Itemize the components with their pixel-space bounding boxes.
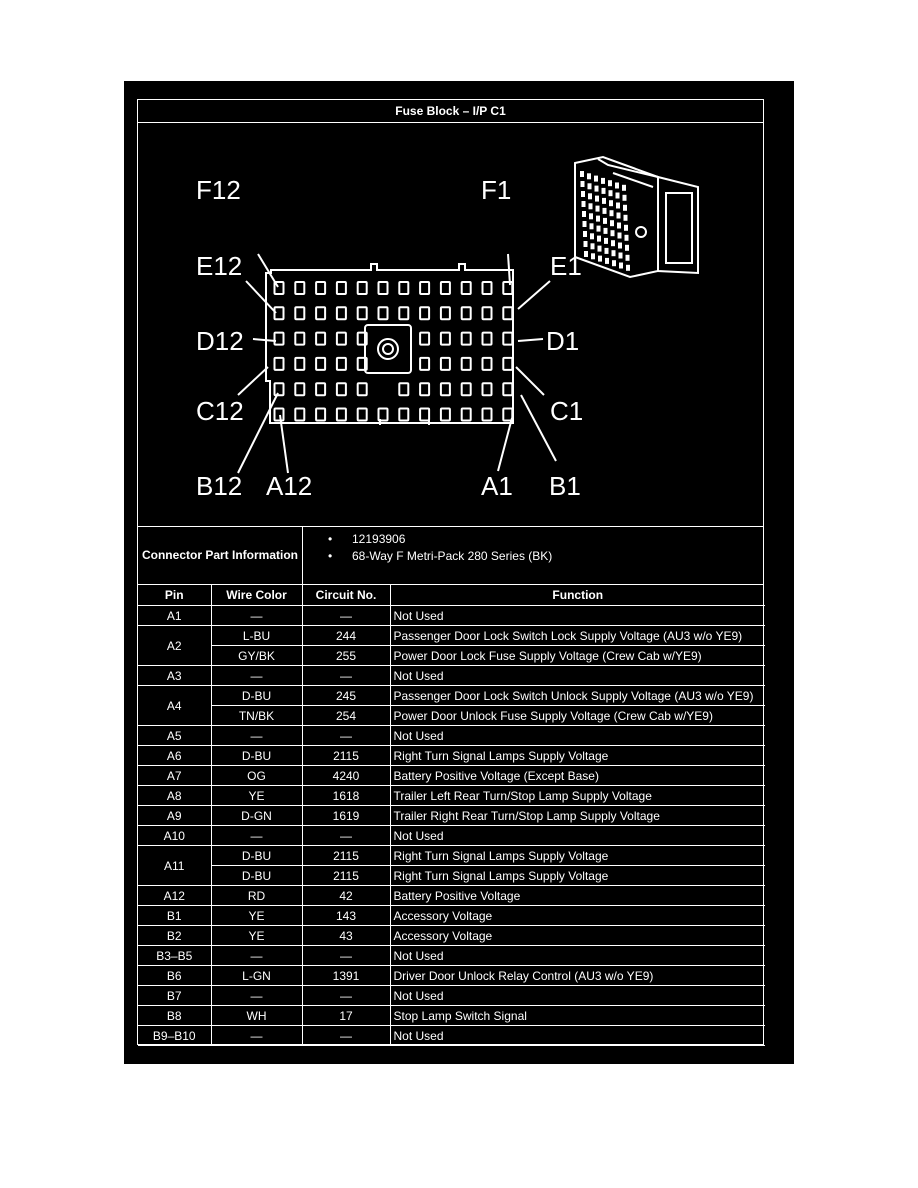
table-row — [138, 806, 765, 826]
connector-cavity — [503, 333, 512, 345]
isometric-cavity — [623, 195, 627, 201]
connector-cavity — [275, 358, 284, 370]
connector-cavity — [275, 409, 284, 421]
connector-cavity — [295, 409, 304, 421]
isometric-cavity — [625, 245, 629, 251]
isometric-cavity — [603, 208, 607, 214]
circuit-cell: 254 — [302, 706, 390, 726]
connector-cavity — [399, 409, 408, 421]
connector-cavity — [483, 282, 492, 294]
isometric-cavity — [605, 258, 609, 264]
connector-info-list — [328, 531, 552, 565]
table-row — [138, 886, 765, 906]
function-cell: Not Used — [390, 666, 765, 686]
table-row — [138, 666, 765, 686]
pin-cell: A10 — [138, 826, 211, 846]
pin-cell: A8 — [138, 786, 211, 806]
circuit-cell: — — [302, 726, 390, 746]
isometric-cavity — [596, 206, 600, 212]
isometric-cavity — [594, 176, 598, 182]
wire-color-cell: — — [211, 946, 302, 966]
label-b12: B12 — [196, 471, 243, 501]
isometric-cavity — [604, 228, 608, 234]
isometric-cavity — [622, 185, 626, 191]
table-row — [138, 846, 765, 866]
isometric-cavity — [583, 221, 587, 227]
connector-cavity — [420, 333, 429, 345]
isometric-cavity — [616, 203, 620, 209]
table-row — [138, 646, 765, 666]
isometric-cavity — [604, 238, 608, 244]
function-cell: Trailer Right Rear Turn/Stop Lamp Supply Voltage — [390, 806, 765, 826]
function-cell: Passenger Door Lock Switch Lock Supply Voltage (AU3 w/o YE9) — [390, 626, 765, 646]
wire-color-cell: YE — [211, 906, 302, 926]
label-a1: A1 — [481, 471, 513, 501]
table-row — [138, 866, 765, 886]
function-cell: Power Door Lock Fuse Supply Voltage (Crew Cab w/YE9) — [390, 646, 765, 666]
connector-cavity — [441, 409, 450, 421]
isometric-cavity — [588, 183, 592, 189]
isometric-cavity — [616, 193, 620, 199]
isometric-cavity — [623, 205, 627, 211]
isometric-cavity — [624, 225, 628, 231]
isometric-cavity — [587, 173, 591, 179]
circuit-cell: 17 — [302, 1006, 390, 1026]
connector-cavity — [399, 282, 408, 294]
wire-color-cell: GY/BK — [211, 646, 302, 666]
function-cell: Battery Positive Voltage — [390, 886, 765, 906]
label-c12: C12 — [196, 396, 244, 426]
circuit-cell: 2115 — [302, 866, 390, 886]
pin-cell: A9 — [138, 806, 211, 826]
wire-color-cell: D-BU — [211, 686, 302, 706]
connector-cavity — [295, 282, 304, 294]
isometric-cavity — [598, 256, 602, 262]
function-cell: Not Used — [390, 826, 765, 846]
pin-table — [138, 585, 765, 1046]
connector-part-information — [138, 527, 763, 585]
connector-cavity — [462, 307, 471, 319]
isometric-cavity — [602, 188, 606, 194]
isometric-cavity — [595, 196, 599, 202]
isometric-cavity — [584, 251, 588, 257]
isometric-cavity — [608, 180, 612, 186]
function-cell: Not Used — [390, 986, 765, 1006]
wire-color-cell: OG — [211, 766, 302, 786]
pin-cell: B6 — [138, 966, 211, 986]
connector-cavity — [462, 383, 471, 395]
isometric-cavity — [626, 255, 630, 261]
label-f1: F1 — [481, 175, 512, 205]
isometric-cavity — [618, 243, 622, 249]
connector-cavity — [483, 307, 492, 319]
pin-cell: A4 — [138, 686, 211, 726]
connector-cavity — [462, 333, 471, 345]
function-cell: Right Turn Signal Lamps Supply Voltage — [390, 866, 765, 886]
connector-cavity — [483, 358, 492, 370]
isometric-cavity — [611, 240, 615, 246]
connector-cavity — [337, 409, 346, 421]
isometric-cavity — [595, 186, 599, 192]
wire-color-cell: D-BU — [211, 866, 302, 886]
connector-cavity — [441, 282, 450, 294]
connector-face-drawing — [138, 123, 765, 526]
part-number: • 12193906 — [328, 531, 552, 548]
function-cell: Not Used — [390, 606, 765, 626]
table-row — [138, 926, 765, 946]
table-row — [138, 786, 765, 806]
connector-cavity — [316, 307, 325, 319]
connector-cavity — [420, 383, 429, 395]
table-row — [138, 906, 765, 926]
isometric-cavity — [602, 198, 606, 204]
function-cell: Not Used — [390, 1026, 765, 1046]
isometric-cavity — [619, 263, 623, 269]
connector-cavity — [295, 358, 304, 370]
connector-cavity — [399, 307, 408, 319]
label-c1: C1 — [550, 396, 584, 426]
connector-cavity — [379, 307, 388, 319]
connector-diagram — [138, 123, 763, 527]
connector-cavity — [337, 307, 346, 319]
label-e12: E12 — [196, 251, 243, 281]
circuit-cell: — — [302, 666, 390, 686]
pin-leader-lines — [238, 254, 556, 473]
circuit-cell: 2115 — [302, 846, 390, 866]
connector-cavity — [295, 333, 304, 345]
pin-cell: A12 — [138, 886, 211, 906]
label-a12: A12 — [266, 471, 313, 501]
pin-cell: A6 — [138, 746, 211, 766]
connector-cavity — [483, 333, 492, 345]
pin-cell: A7 — [138, 766, 211, 786]
isometric-cavity — [615, 183, 619, 189]
connector-cavity — [379, 282, 388, 294]
wire-color-cell: L-BU — [211, 626, 302, 646]
connector-cavity — [358, 383, 367, 395]
connector-cavity — [503, 282, 512, 294]
function-cell: Accessory Voltage — [390, 906, 765, 926]
circuit-cell: 245 — [302, 686, 390, 706]
header-pin: Pin — [138, 585, 211, 606]
table-row — [138, 966, 765, 986]
circuit-cell: — — [302, 606, 390, 626]
table-row — [138, 946, 765, 966]
isometric-cavity — [601, 178, 605, 184]
table-row — [138, 986, 765, 1006]
function-cell: Power Door Unlock Fuse Supply Voltage (Crew Cab w/YE9) — [390, 706, 765, 726]
connector-cavity — [275, 307, 284, 319]
circuit-cell: 1618 — [302, 786, 390, 806]
connector-type: • 68-Way F Metri-Pack 280 Series (BK) — [328, 548, 552, 565]
wire-color-cell: YE — [211, 786, 302, 806]
table-row — [138, 766, 765, 786]
circuit-cell: 42 — [302, 886, 390, 906]
connector-cavity — [358, 409, 367, 421]
connector-cavity — [503, 358, 512, 370]
wire-color-cell: WH — [211, 1006, 302, 1026]
isometric-cavity — [612, 260, 616, 266]
circuit-cell: 244 — [302, 626, 390, 646]
function-cell: Passenger Door Lock Switch Unlock Supply Voltage (AU3 w/o YE9) — [390, 686, 765, 706]
wire-color-cell: D-BU — [211, 746, 302, 766]
isometric-cavity — [582, 211, 586, 217]
table-row — [138, 626, 765, 646]
connector-cavity — [441, 358, 450, 370]
wire-color-cell: D-BU — [211, 846, 302, 866]
function-cell: Right Turn Signal Lamps Supply Voltage — [390, 746, 765, 766]
pin-labels — [196, 175, 583, 501]
connector-cavity — [462, 358, 471, 370]
pin-cell: B7 — [138, 986, 211, 1006]
table-row — [138, 1006, 765, 1026]
connector-cavity — [295, 383, 304, 395]
isometric-cavity — [624, 215, 628, 221]
isometric-cavity — [596, 216, 600, 222]
isometric-cavity — [609, 190, 613, 196]
isometric-cavity — [626, 265, 630, 271]
connector-cavity — [441, 383, 450, 395]
pin-table-body — [138, 606, 765, 1046]
function-cell: Accessory Voltage — [390, 926, 765, 946]
table-row — [138, 606, 765, 626]
isometric-cavity — [580, 171, 584, 177]
circuit-cell: 4240 — [302, 766, 390, 786]
pin-cell: B9–B10 — [138, 1026, 211, 1046]
isometric-cavity — [619, 253, 623, 259]
circuit-cell: 255 — [302, 646, 390, 666]
connector-cavity — [316, 358, 325, 370]
connector-cavity — [441, 307, 450, 319]
connector-cavity — [316, 333, 325, 345]
wire-color-cell: — — [211, 1026, 302, 1046]
connector-cavity — [337, 383, 346, 395]
connector-cavity — [462, 282, 471, 294]
isometric-cavity — [598, 246, 602, 252]
pin-cell: A5 — [138, 726, 211, 746]
isometric-cavity — [625, 235, 629, 241]
pin-cell: A2 — [138, 626, 211, 666]
isometric-cavity — [609, 200, 613, 206]
connector-cavity — [275, 333, 284, 345]
pin-cell: A11 — [138, 846, 211, 886]
isometric-cavity — [590, 233, 594, 239]
isometric-cavity — [581, 181, 585, 187]
wire-color-cell: RD — [211, 886, 302, 906]
function-cell: Trailer Left Rear Turn/Stop Lamp Supply Voltage — [390, 786, 765, 806]
isometric-cavity — [603, 218, 607, 224]
isometric-cavity — [591, 253, 595, 259]
isometric-cavity — [584, 241, 588, 247]
wire-color-cell: — — [211, 606, 302, 626]
function-cell: Right Turn Signal Lamps Supply Voltage — [390, 846, 765, 866]
isometric-cavity — [618, 233, 622, 239]
circuit-cell: — — [302, 1026, 390, 1046]
connector-cavity — [399, 383, 408, 395]
isometric-cavity — [590, 223, 594, 229]
isometric-cavity — [591, 243, 595, 249]
connector-cavity — [295, 307, 304, 319]
table-row — [138, 706, 765, 726]
isometric-cavity — [610, 210, 614, 216]
pin-cell: A1 — [138, 606, 211, 626]
table-row — [138, 826, 765, 846]
circuit-cell: — — [302, 826, 390, 846]
label-d1: D1 — [546, 326, 580, 356]
isometric-cavity — [610, 220, 614, 226]
connector-isometric-cavities — [580, 171, 630, 271]
connector-cavity — [462, 409, 471, 421]
connector-cavity — [503, 307, 512, 319]
function-cell: Stop Lamp Switch Signal — [390, 1006, 765, 1026]
pin-cell: B1 — [138, 906, 211, 926]
isometric-cavity — [597, 226, 601, 232]
label-b1: B1 — [549, 471, 581, 501]
connector-info-label: Connector Part Information — [138, 527, 303, 584]
connector-cavity — [337, 358, 346, 370]
wire-color-cell: L-GN — [211, 966, 302, 986]
document-sheet — [124, 81, 794, 1064]
connector-cavity — [420, 358, 429, 370]
connector-cavity — [483, 383, 492, 395]
function-cell: Battery Positive Voltage (Except Base) — [390, 766, 765, 786]
function-cell: Driver Door Unlock Relay Control (AU3 w/o YE9) — [390, 966, 765, 986]
header-circuit-no: Circuit No. — [302, 585, 390, 606]
circuit-cell: 143 — [302, 906, 390, 926]
circuit-cell: 43 — [302, 926, 390, 946]
isometric-cavity — [617, 223, 621, 229]
isometric-cavity — [588, 193, 592, 199]
connector-cavity — [275, 383, 284, 395]
isometric-cavity — [589, 203, 593, 209]
table-row — [138, 726, 765, 746]
pin-cell: A3 — [138, 666, 211, 686]
isometric-cavity — [582, 201, 586, 207]
circuit-cell: — — [302, 946, 390, 966]
isometric-cavity — [611, 230, 615, 236]
circuit-cell: — — [302, 986, 390, 1006]
connector-cavity — [337, 282, 346, 294]
isometric-cavity — [583, 231, 587, 237]
pin-cell: B8 — [138, 1006, 211, 1026]
connector-cavity — [379, 409, 388, 421]
function-cell: Not Used — [390, 946, 765, 966]
connector-cavity — [358, 307, 367, 319]
connector-cavity — [316, 282, 325, 294]
wire-color-cell: YE — [211, 926, 302, 946]
connector-cavity — [420, 307, 429, 319]
wire-color-cell: — — [211, 826, 302, 846]
connector-cavity — [483, 409, 492, 421]
connector-cavity — [358, 282, 367, 294]
isometric-cavity — [605, 248, 609, 254]
wire-color-cell: — — [211, 726, 302, 746]
function-cell: Not Used — [390, 726, 765, 746]
table-row — [138, 746, 765, 766]
wire-color-cell: TN/BK — [211, 706, 302, 726]
circuit-cell: 1391 — [302, 966, 390, 986]
label-d12: D12 — [196, 326, 244, 356]
connector-cavity — [316, 409, 325, 421]
connector-cavity — [420, 409, 429, 421]
page-title: Fuse Block – I/P C1 — [138, 100, 763, 123]
connector-cavity — [337, 333, 346, 345]
label-f12: F12 — [196, 175, 241, 205]
isometric-cavity — [617, 213, 621, 219]
connector-cavity — [441, 333, 450, 345]
wire-color-cell: — — [211, 986, 302, 1006]
label-e1: E1 — [550, 251, 582, 281]
wire-color-cell: D-GN — [211, 806, 302, 826]
connector-cavity — [316, 383, 325, 395]
connector-cavity — [503, 383, 512, 395]
pin-table-header — [138, 585, 765, 606]
circuit-cell: 1619 — [302, 806, 390, 826]
wire-color-cell: — — [211, 666, 302, 686]
header-wire-color: Wire Color — [211, 585, 302, 606]
circuit-cell: 2115 — [302, 746, 390, 766]
connector-cavity — [420, 282, 429, 294]
table-row — [138, 1026, 765, 1046]
isometric-cavity — [612, 250, 616, 256]
isometric-cavity — [581, 191, 585, 197]
pin-cell: B2 — [138, 926, 211, 946]
connector-end-view-frame — [137, 99, 764, 1045]
table-row — [138, 686, 765, 706]
isometric-cavity — [589, 213, 593, 219]
pin-cell: B3–B5 — [138, 946, 211, 966]
header-function: Function — [390, 585, 765, 606]
isometric-cavity — [597, 236, 601, 242]
